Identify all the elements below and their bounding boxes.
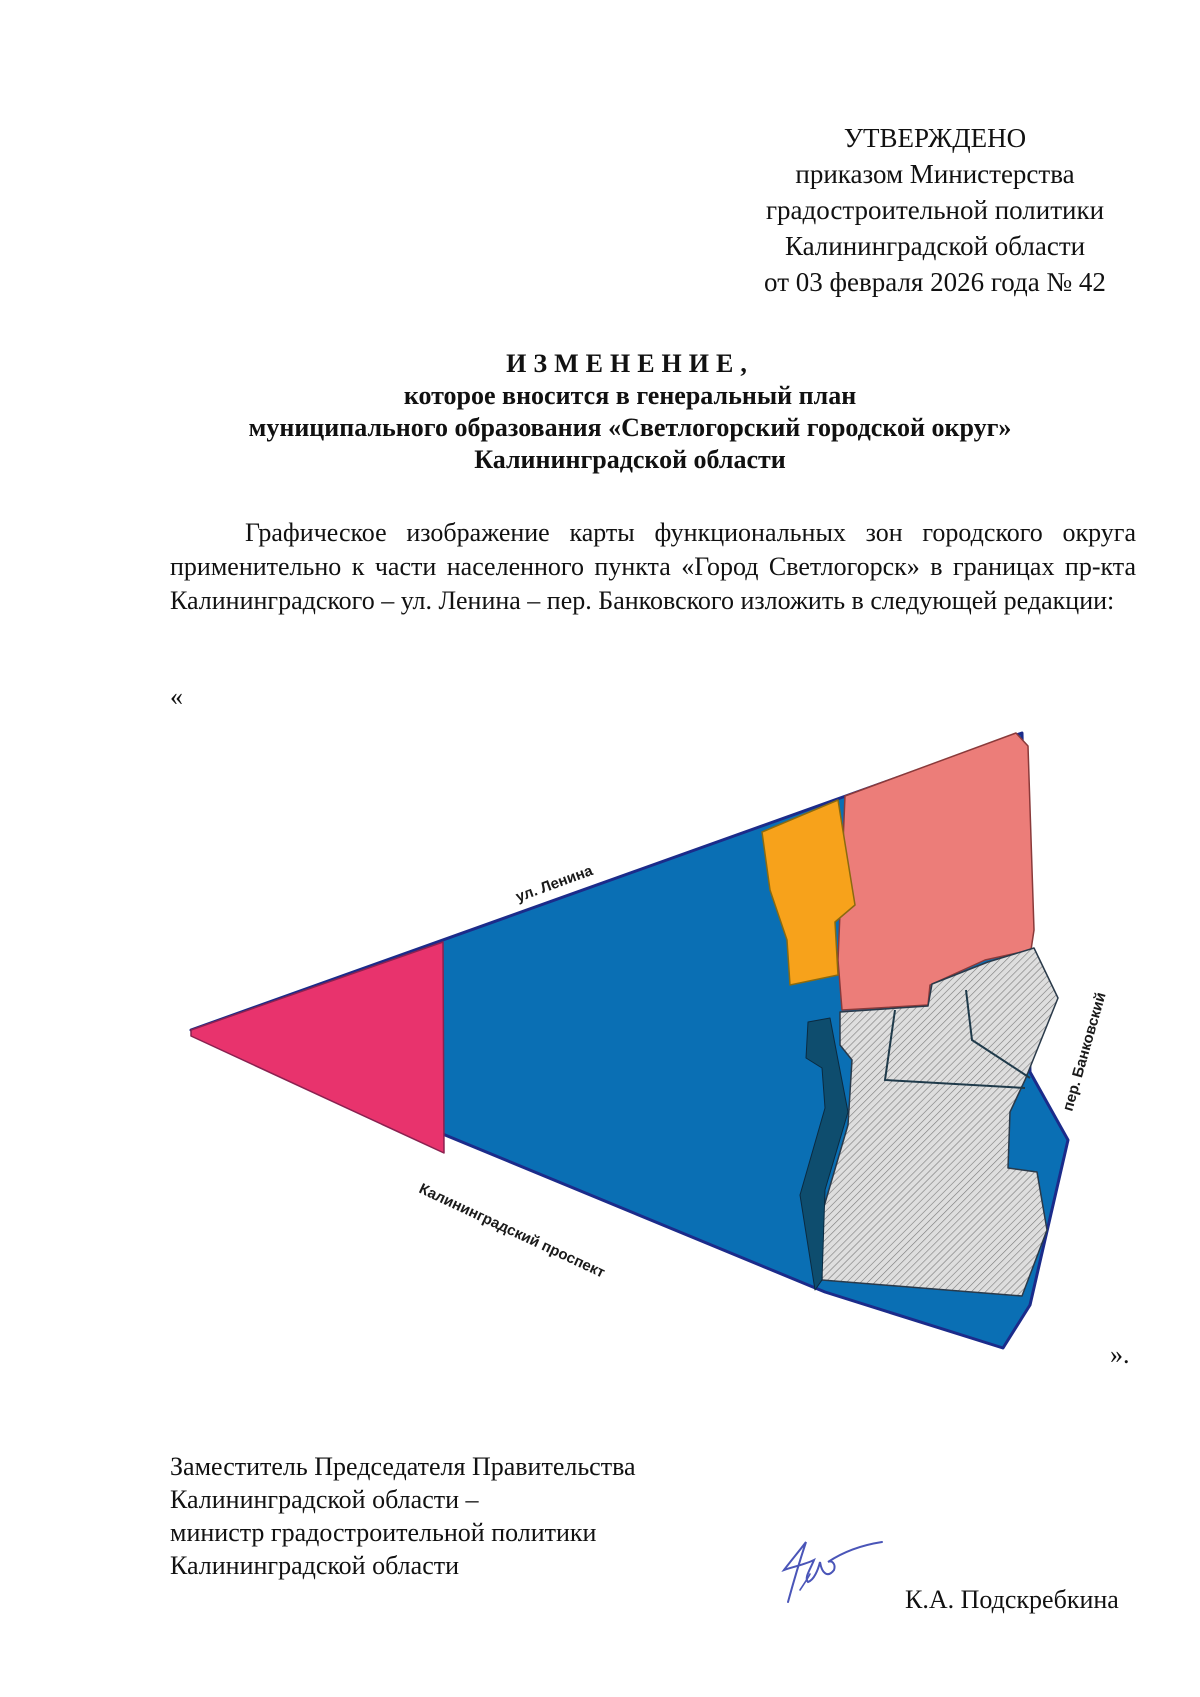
body-paragraph: Графическое изображение карты функциональных зон городского округа применительно к части населенного пункта «Город Светлогорск» в границах пр-кта Калининградского – ул. Ленина – пер. Банковского изложить в следующей редакции: xyxy=(170,518,1136,615)
quote-open: « xyxy=(170,682,183,711)
street-label-lenina: ул. Ленина xyxy=(513,862,596,906)
heading-line-3: муниципального образования «Светлогорский городской округ» xyxy=(248,413,1012,442)
signer-block xyxy=(170,1450,636,1582)
approval-line-region: Калининградской области xyxy=(784,231,1086,261)
approval-line-date: от 03 февраля 2026 года № 42 xyxy=(764,267,1106,297)
quote-close: ». xyxy=(1110,1340,1130,1369)
signer-position-2: Калининградской области – xyxy=(170,1485,479,1514)
handwritten-signature xyxy=(770,1520,890,1610)
signer-name: К.А. Подскребкина xyxy=(905,1585,1119,1614)
street-label-bankovsky: пер. Банковский xyxy=(1059,990,1110,1114)
approval-line-policy: градостроительной политики xyxy=(765,195,1105,225)
approval-line-order: приказом Министерства xyxy=(795,159,1075,189)
heading-line-4: Калининградской области xyxy=(474,445,786,474)
signer-position-3: министр градостроительной политики xyxy=(170,1518,597,1547)
signer-position-1: Заместитель Председателя Правительства xyxy=(170,1452,636,1481)
approval-title: УТВЕРЖДЕНО xyxy=(843,123,1027,153)
signer-position-4: Калининградской области xyxy=(170,1551,460,1580)
street-label-kaliningradsky: Калининградский проспект xyxy=(416,1180,608,1282)
zone-magenta xyxy=(191,942,444,1153)
heading-title: ИЗМЕНЕНИЕ, xyxy=(506,349,754,378)
heading-line-2: которое вносится в генеральный план xyxy=(403,381,857,410)
